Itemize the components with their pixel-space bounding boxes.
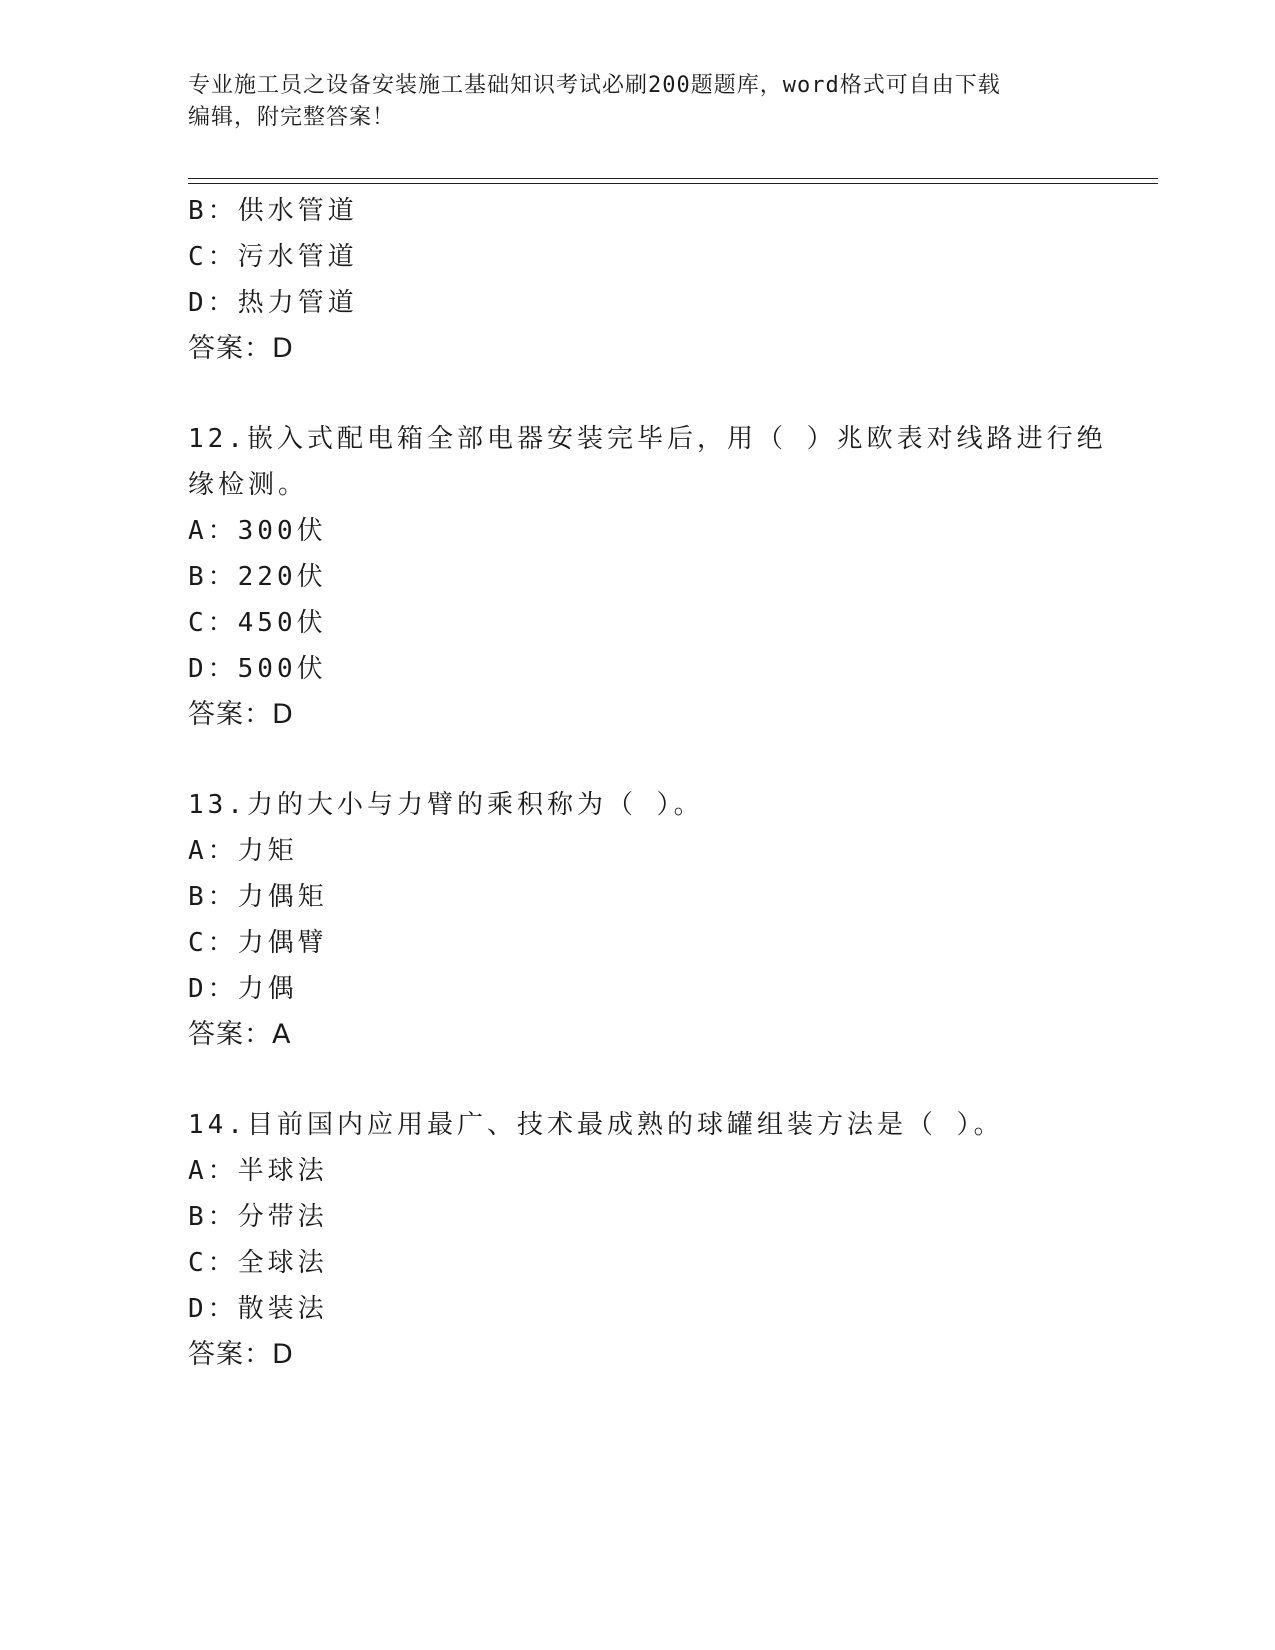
option-c: C：污水管道 [188,242,358,272]
question-14 [188,1102,1088,1378]
answer: 答案：D [188,333,294,364]
question-12 [188,416,1107,738]
header-line-2: 编辑，附完整答案！ [188,105,396,130]
header-divider-top [188,178,1158,179]
answer: 答案：D [188,1339,294,1370]
option-d: D：力偶 [188,974,298,1004]
question-stem: 14.目前国内应用最广、技术最成熟的球罐组装方法是（ ）。 [188,1110,1004,1140]
option-d: D：热力管道 [188,288,358,318]
header-line-1: 专业施工员之设备安装施工基础知识考试必刷200题题库，word格式可自由下载 [188,73,1001,98]
option-c: C：450伏 [188,608,327,638]
question-stem: 12.嵌入式配电箱全部电器安装完毕后，用（ ）兆欧表对线路进行绝 [188,424,1107,454]
option-b: B：力偶矩 [188,882,328,912]
question-11-fragment [188,188,1088,372]
option-b: B：供水管道 [188,196,358,226]
option-d: D：500伏 [188,654,327,684]
answer: 答案：D [188,699,294,730]
option-a: A：力矩 [188,836,298,866]
answer: 答案：A [188,1019,292,1050]
option-c: C：力偶臂 [188,928,328,958]
option-b: B：分带法 [188,1202,328,1232]
question-stem-continued: 缘检测。 [188,470,309,500]
question-list [188,188,1107,1378]
question-stem: 13.力的大小与力臂的乘积称为（ ）。 [188,790,704,820]
document-header [188,70,1068,134]
option-b: B：220伏 [188,562,327,592]
header-divider-bottom [188,183,1158,184]
option-a: A：300伏 [188,516,327,546]
option-d: D：散装法 [188,1294,328,1324]
option-a: A：半球法 [188,1156,328,1186]
option-c: C：全球法 [188,1248,328,1278]
question-13 [188,782,1088,1058]
